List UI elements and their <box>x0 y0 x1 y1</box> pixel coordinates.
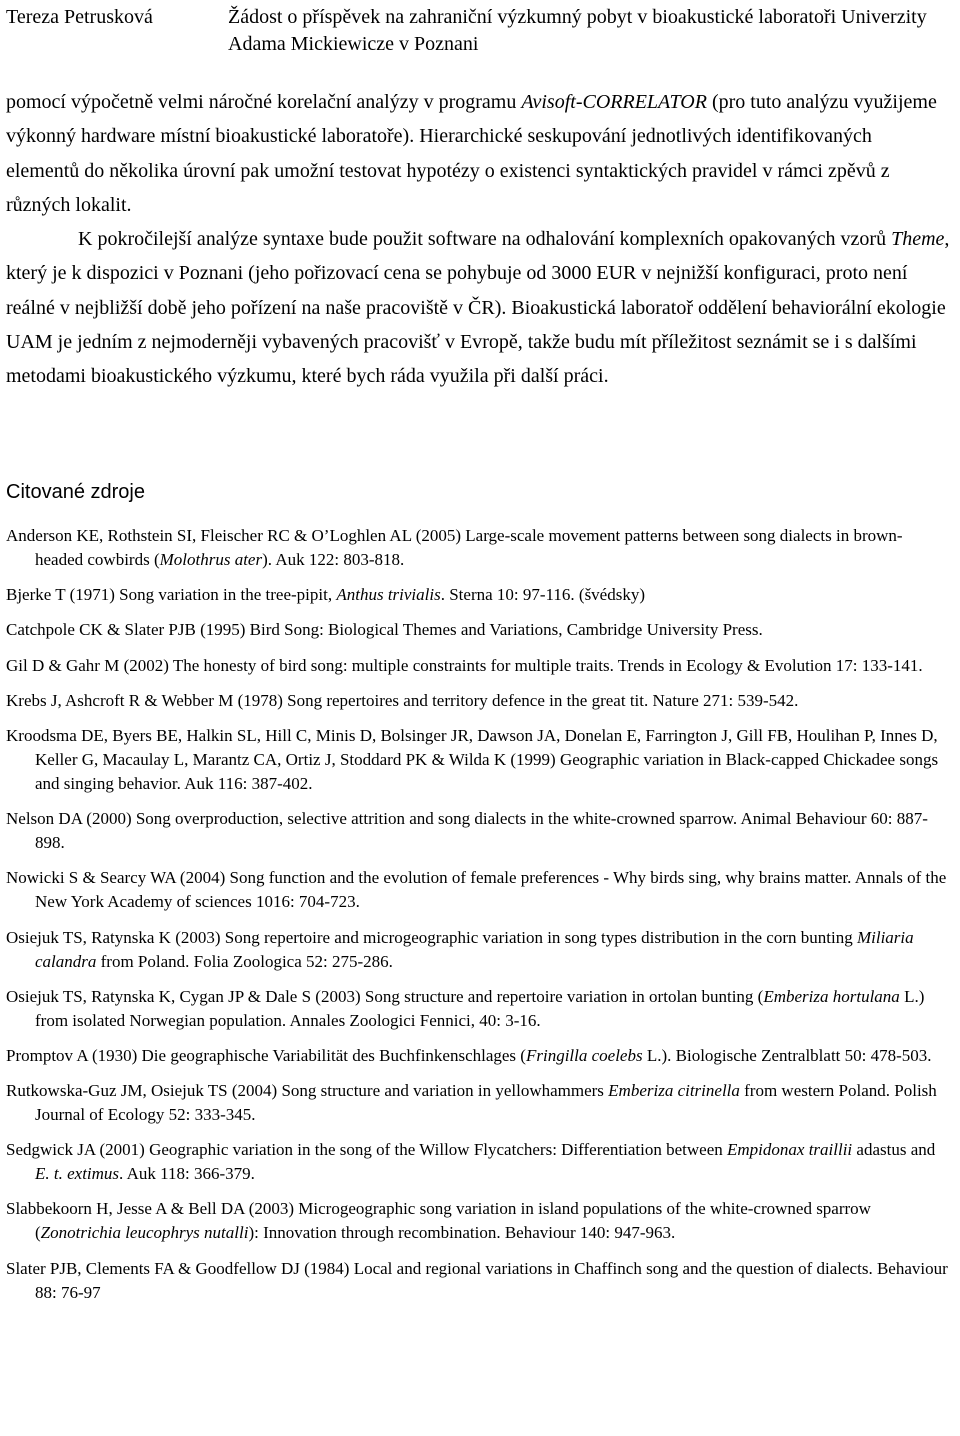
reference-item <box>6 807 950 855</box>
italic-text: Miliaria calandra <box>35 927 914 971</box>
italic-text: Anthus trivialis <box>336 585 441 605</box>
italic-text: Avisoft-CORRELATOR <box>521 91 707 113</box>
italic-text: Emberiza citrinella <box>608 1081 740 1101</box>
body-text <box>6 85 950 394</box>
text-run: Bjerke T (1971) Song variation in the tree-pipit, <box>6 585 337 605</box>
reference-item <box>6 618 950 642</box>
reference-item <box>6 866 950 914</box>
italic-text: Emberiza hortulana <box>763 986 900 1006</box>
paragraph <box>6 222 950 393</box>
text-run: Anderson KE, Rothstein SI, Fleischer RC & O’Loghlen AL (2005) Large-scale movement patterns between song dialects in brown-headed cowbirds ( <box>6 526 903 569</box>
reference-item <box>6 1197 950 1245</box>
text-run: Kroodsma DE, Byers BE, Halkin SL, Hill C, Minis D, Bolsinger JR, Dawson JA, Donelan E, Farrington J, Gill FB, Houlihan P, Innes D, Keller G, Macaulay L, Marantz CA, Ortiz J, Stoddard PK & Wilda K (1999) Geographic variation in Black-capped Chickadee songs and singing behavior. Auk 116: 387-402. <box>6 725 939 793</box>
italic-text: Molothrus ater <box>159 550 263 569</box>
text-run: Catchpole CK & Slater PJB (1995) Bird Song: Biological Themes and Variations, Cambridge University Press. <box>6 620 763 640</box>
text-run: L.) from isolated Norwegian population. Annales Zoologici Fennici, 40: 3-16. <box>35 986 925 1030</box>
paragraph <box>6 85 950 222</box>
text-run: Nelson DA (2000) Song overproduction, selective attrition and song dialects in the white-crowned sparrow. Animal Behaviour 60: 887-898. <box>6 809 928 853</box>
reference-item <box>6 724 950 796</box>
references-list <box>6 524 950 1316</box>
text-run: Krebs J, Ashcroft R & Webber M (1978) Song repertoires and territory defence in the great tit. Nature 271: 539-542. <box>6 690 799 710</box>
reference-item <box>6 689 950 713</box>
reference-item <box>6 985 950 1033</box>
text-run: Osiejuk TS, Ratynska K (2003) Song repertoire and microgeographic variation in song types distribution in the corn bunting <box>6 927 857 947</box>
reference-item <box>6 1257 950 1305</box>
text-run: Slater PJB, Clements FA & Goodfellow DJ (1984) Local and regional variations in Chaffinch song and the question of dialects. Behaviour 88: 76-97 <box>6 1258 948 1302</box>
text-run: from Poland. Folia Zoologica 52: 275-286. <box>96 951 393 971</box>
text-run: . Auk 118: 366-379. <box>119 1164 255 1184</box>
reference-item <box>6 1079 950 1127</box>
document-title: Žádost o příspěvek na zahraniční výzkumný pobyt v bioakustické laboratoři Univerzity Adama Mickiewicze v Poznani <box>228 6 927 55</box>
text-run: pomocí výpočetně velmi náročné korelační analýzy v programu <box>6 91 522 113</box>
text-run: Rutkowska-Guz JM, Osiejuk TS (2004) Song structure and variation in yellowhammers <box>6 1081 609 1101</box>
reference-item <box>6 1138 950 1186</box>
text-run: Nowicki S & Searcy WA (2004) Song function and the evolution of female preferences - Why birds sing, why brains matter. Annals of the New York Academy of sciences 1016: 704-723. <box>6 868 947 912</box>
text-run: adastus and <box>852 1140 936 1160</box>
text-run: . Sterna 10: 97-116. (švédsky) <box>440 585 646 605</box>
text-run: Gil D & Gahr M (2002) The honesty of bird song: multiple constraints for multiple traits. Trends in Ecology & Evolution 17: 133-141. <box>6 655 923 675</box>
text-run: Sedgwick JA (2001) Geographic variation in the song of the Willow Flycatchers: Differentiation between <box>6 1140 728 1160</box>
text-run: Osiejuk TS, Ratynska K, Cygan JP & Dale S (2003) Song structure and repertoire variation in ortolan bunting ( <box>6 986 764 1006</box>
text-run: (pro tuto analýzu využijeme výkonný hardware místní bioakustické laboratoře). Hierarchické seskupování jednotlivých identifikovaných elementů do několika úrovní pak umožní testovat hypotézy o existenci syntaktických pravidel v rámci zpěvů z různých lokalit. <box>6 91 937 216</box>
text-run: from western Poland. Polish Journal of Ecology 52: 333-345. <box>35 1081 937 1125</box>
reference-item <box>6 524 950 572</box>
text-run: L.). Biologische Zentralblatt 50: 478-503. <box>642 1045 932 1065</box>
references-heading: Citované zdroje <box>6 481 145 503</box>
italic-text: Theme <box>891 228 945 251</box>
text-run: ): Innovation through recombination. Behaviour 140: 947-963. <box>248 1223 676 1243</box>
text-run: Slabbekoorn H, Jesse A & Bell DA (2003) Microgeographic song variation in island populations of the white-crowned sparrow ( <box>6 1199 871 1243</box>
text-run: Promptov A (1930) Die geographische Variabilität des Buchfinkenschlages ( <box>6 1045 526 1065</box>
reference-item <box>6 1044 950 1068</box>
author-name: Tereza Petrusková <box>6 6 153 28</box>
text-run: ). Auk 122: 803-818. <box>262 550 405 569</box>
italic-text: Zonotrichia leucophrys nutalli <box>40 1223 249 1243</box>
text-run: , který je k dispozici v Poznani (jeho pořizovací cena se pohybuje od 3000 EUR v nejnižší konfiguraci, proto není reálné v nejbližší době jeho pořízení na naše pracoviště v ČR). Bioakustická laboratoř oddělení behaviorální ekologie UAM je jedním z nejmoderněji vybavených pracovišť v Evropě, takže budu mít příležitost seznámit se i s dalšími metodami bioakustického výzkumu, které bych ráda využila při další práci. <box>6 228 950 388</box>
reference-item <box>6 926 950 974</box>
italic-text: Empidonax traillii <box>727 1140 853 1160</box>
reference-item <box>6 654 950 678</box>
italic-text: Fringilla coelebs <box>525 1045 643 1065</box>
reference-item <box>6 583 950 607</box>
text-run: K pokročilejší analýze syntaxe bude použit software na odhalování komplexních opakovaných vzorů <box>78 228 892 251</box>
italic-text: E. t. extimus <box>35 1164 120 1184</box>
